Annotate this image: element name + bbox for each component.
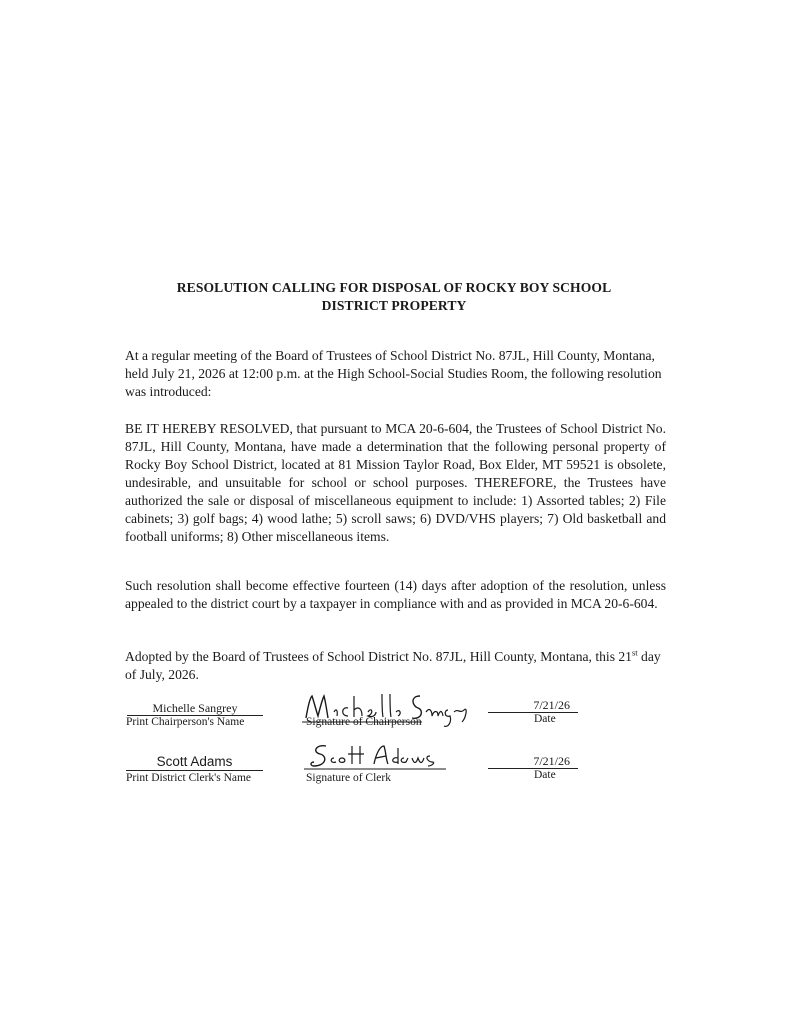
title-line-1: RESOLUTION CALLING FOR DISPOSAL OF ROCKY BOY SCHOOL xyxy=(176,280,612,295)
adoption-text-end: day of July, 2026. xyxy=(125,649,661,682)
adoption-ordinal-suffix: st xyxy=(631,647,638,658)
clerk-date-caption: Date xyxy=(534,769,556,781)
adoption-text-start: Adopted by the Board of Trustees of School District No. 87JL, Hill County, Montana, this 21 xyxy=(125,649,632,664)
clerk-signature-caption: Signature of Clerk xyxy=(306,772,391,784)
clerk-signature xyxy=(304,740,454,772)
meeting-paragraph: At a regular meeting of the Board of Trustees of School District No. 87JL, Hill County, Montana, held July 21, 2026 at 12:00 p.m. at the High School-Social Studies Room, the following resolution was introduced: xyxy=(125,348,662,399)
resolution-paragraph: BE IT HEREBY RESOLVED, that pursuant to MCA 20-6-604, the Trustees of School District No. 87JL, Hill County, Montana, have made a determination that the following personal property of Rocky Boy School District, located at 81 Mission Taylor Road, Box Elder, MT 59521 is obsolete, undesirable, and unsuitable for school or school purposes. THEREFORE, the Trustees have authorized the sale or disposal of miscellaneous equipment to include: 1) Assorted tables; 2) File cabinets; 3) golf bags; 4) wood lathe; 5) scroll saws; 6) DVD/VHS players; 7) Old basketball and football uniforms; 8) Other miscellaneous items. xyxy=(125,421,666,544)
adoption-paragraph xyxy=(125,648,666,684)
effective-paragraph: Such resolution shall become effective fourteen (14) days after adoption of the resolution, unless appealed to the district court by a taxpayer in compliance with and as provided in MCA 20-6-604. xyxy=(125,578,666,611)
document-title xyxy=(100,279,688,315)
clerk-printed-name: Scott Adams xyxy=(126,753,263,771)
chair-name-caption: Print Chairperson's Name xyxy=(126,716,245,728)
chair-date: 7/21/26 xyxy=(488,698,578,713)
chair-signature-caption: Signature of Chairperson xyxy=(306,716,422,728)
clerk-date: 7/21/26 xyxy=(488,754,578,769)
clerk-name-caption: Print District Clerk's Name xyxy=(126,772,252,784)
chair-date-caption: Date xyxy=(534,713,556,725)
chair-printed-name: Michelle Sangrey xyxy=(127,701,263,716)
title-line-2: DISTRICT PROPERTY xyxy=(321,298,467,313)
